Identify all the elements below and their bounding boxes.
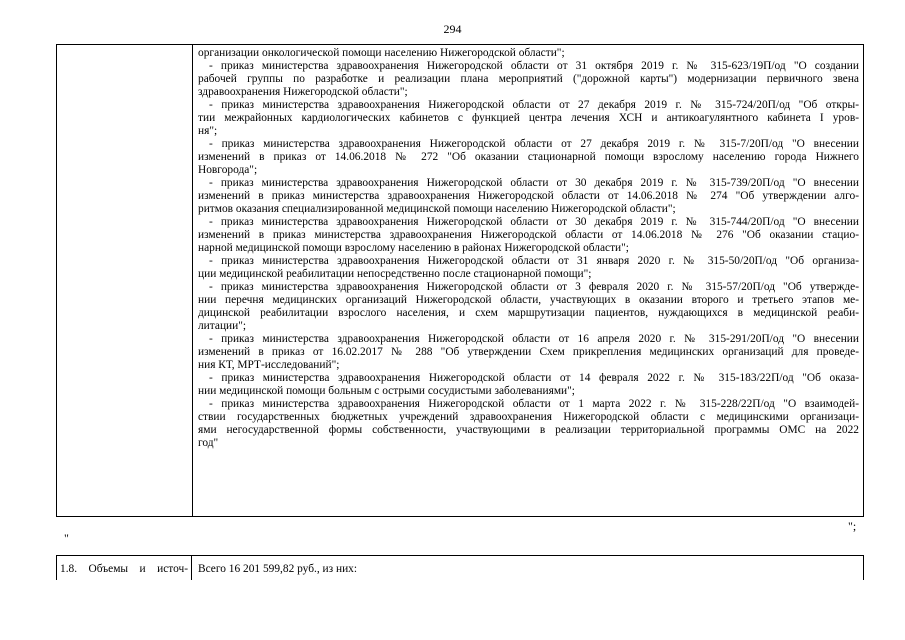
text-line: рабочей группы по разработке и реализации плана мероприятий ("дорожной карты") модернизации первичного звена <box>198 73 859 85</box>
text-line: - приказ министерства здравоохранения Нижегородской области от 31 января 2020 г. № 315-50/20П/од "Об организа- <box>209 255 859 267</box>
text-line: ния КТ, МРТ-исследований"; <box>198 359 340 371</box>
page-number: 294 <box>443 22 462 36</box>
text-line: нарной медицинской помощи взрослому населению в районах Нижегородской области"; <box>198 242 629 254</box>
text-line: литации"; <box>198 320 247 332</box>
text-line: изменений в приказ министерства здравоохранения Нижегородской области от 14.06.2018 № 274 "Об утверждении алго- <box>198 190 859 202</box>
text-line: тии межрайонных кардиологических кабинетов с функцией центра лечения ХСН и антикоагулянтного кабинета I уров- <box>198 112 859 124</box>
closing-quote-left: " <box>64 531 69 545</box>
text-line: изменений в приказ от 16.02.2017 № 288 "Об утверждении Схем прикрепления медицинских организаций для проведе- <box>198 346 859 358</box>
text-line: - приказ министерства здравоохранения Нижегородской области от 31 октября 2019 г. № 315-623/19П/од "О создании <box>209 60 859 72</box>
text-line: Новгорода"; <box>198 164 258 176</box>
text-line: здравоохранения Нижегородской области"; <box>198 86 408 98</box>
closing-quote-right: "; <box>848 519 857 533</box>
text-line: ритмов оказания специализированной медицинской помощи населению Нижегородской области"; <box>198 203 676 215</box>
text-line: нии медицинской помощи больным с острыми сосудистыми заболеваниями"; <box>198 385 575 397</box>
text-line: организации онкологической помощи населению Нижегородской области"; <box>198 47 565 59</box>
text-line: ции медицинской реабилитации непосредственно после стационарной помощи"; <box>198 268 592 280</box>
text-line: нии перечня медицинских организаций Нижегородской области, участвующих в оказании второго и третьего этапов ме- <box>198 294 859 306</box>
text-line: - приказ министерства здравоохранения Нижегородской области от 1 марта 2022 г. № 315-228/22П/од "О взаимодей- <box>209 398 859 410</box>
document-table <box>56 44 864 517</box>
text-line: - приказ министерства здравоохранения Нижегородской области от 3 февраля 2020 г. № 315-57/20П/од "Об утвержде- <box>209 281 859 293</box>
text-line: - приказ министерства здравоохранения Нижегородской области от 30 декабря 2019 г. № 315-744/20П/од "О внесении <box>209 216 859 228</box>
text-line: изменений в приказ министерства здравоохранения Нижегородской области от 14.06.2018 № 276 "Об оказании стацио- <box>198 229 859 241</box>
table-left-cell <box>57 45 193 516</box>
text-line: - приказ министерства здравоохранения Нижегородской области от 27 декабря 2019 г. № 315-7/20П/од "О внесении <box>209 138 859 150</box>
table-row-1-8 <box>56 555 864 580</box>
text-line: - приказ министерства здравоохранения Нижегородской области от 16 апреля 2020 г. № 315-291/20П/од "О внесении <box>209 333 859 345</box>
table-right-cell <box>193 45 863 516</box>
text-line: - приказ министерства здравоохранения Нижегородской области от 27 декабря 2019 г. № 315-724/20П/од "Об откры- <box>209 99 859 111</box>
text-line: год" <box>198 437 219 449</box>
text-line: ня"; <box>198 125 218 137</box>
text-line: дицинской реабилитации взрослого населения, и схем маршрутизации пациентов, нуждающихся в медицинской реаби- <box>198 307 859 319</box>
row-label: 1.8. Объемы и источ- <box>57 556 192 580</box>
text-line: изменений в приказ от 14.06.2018 № 272 "Об оказании стационарной помощи взрослому населению города Нижнего <box>198 151 859 163</box>
text-line: ствии государственных бюджетных учреждений здравоохранения Нижегородской области с медицинскими организаци- <box>198 411 859 423</box>
text-line: - приказ министерства здравоохранения Нижегородской области от 14 февраля 2022 г. № 315-183/22П/од "Об оказа- <box>209 372 859 384</box>
text-line: - приказ министерства здравоохранения Нижегородской области от 30 декабря 2019 г. № 315-739/20П/од "О внесении <box>209 177 859 189</box>
row-value: Всего 16 201 599,82 руб., из них: <box>198 563 358 575</box>
text-line: ями негосударственной формы собственности, участвующими в реализации территориальной программы ОМС на 2022 <box>198 424 859 436</box>
